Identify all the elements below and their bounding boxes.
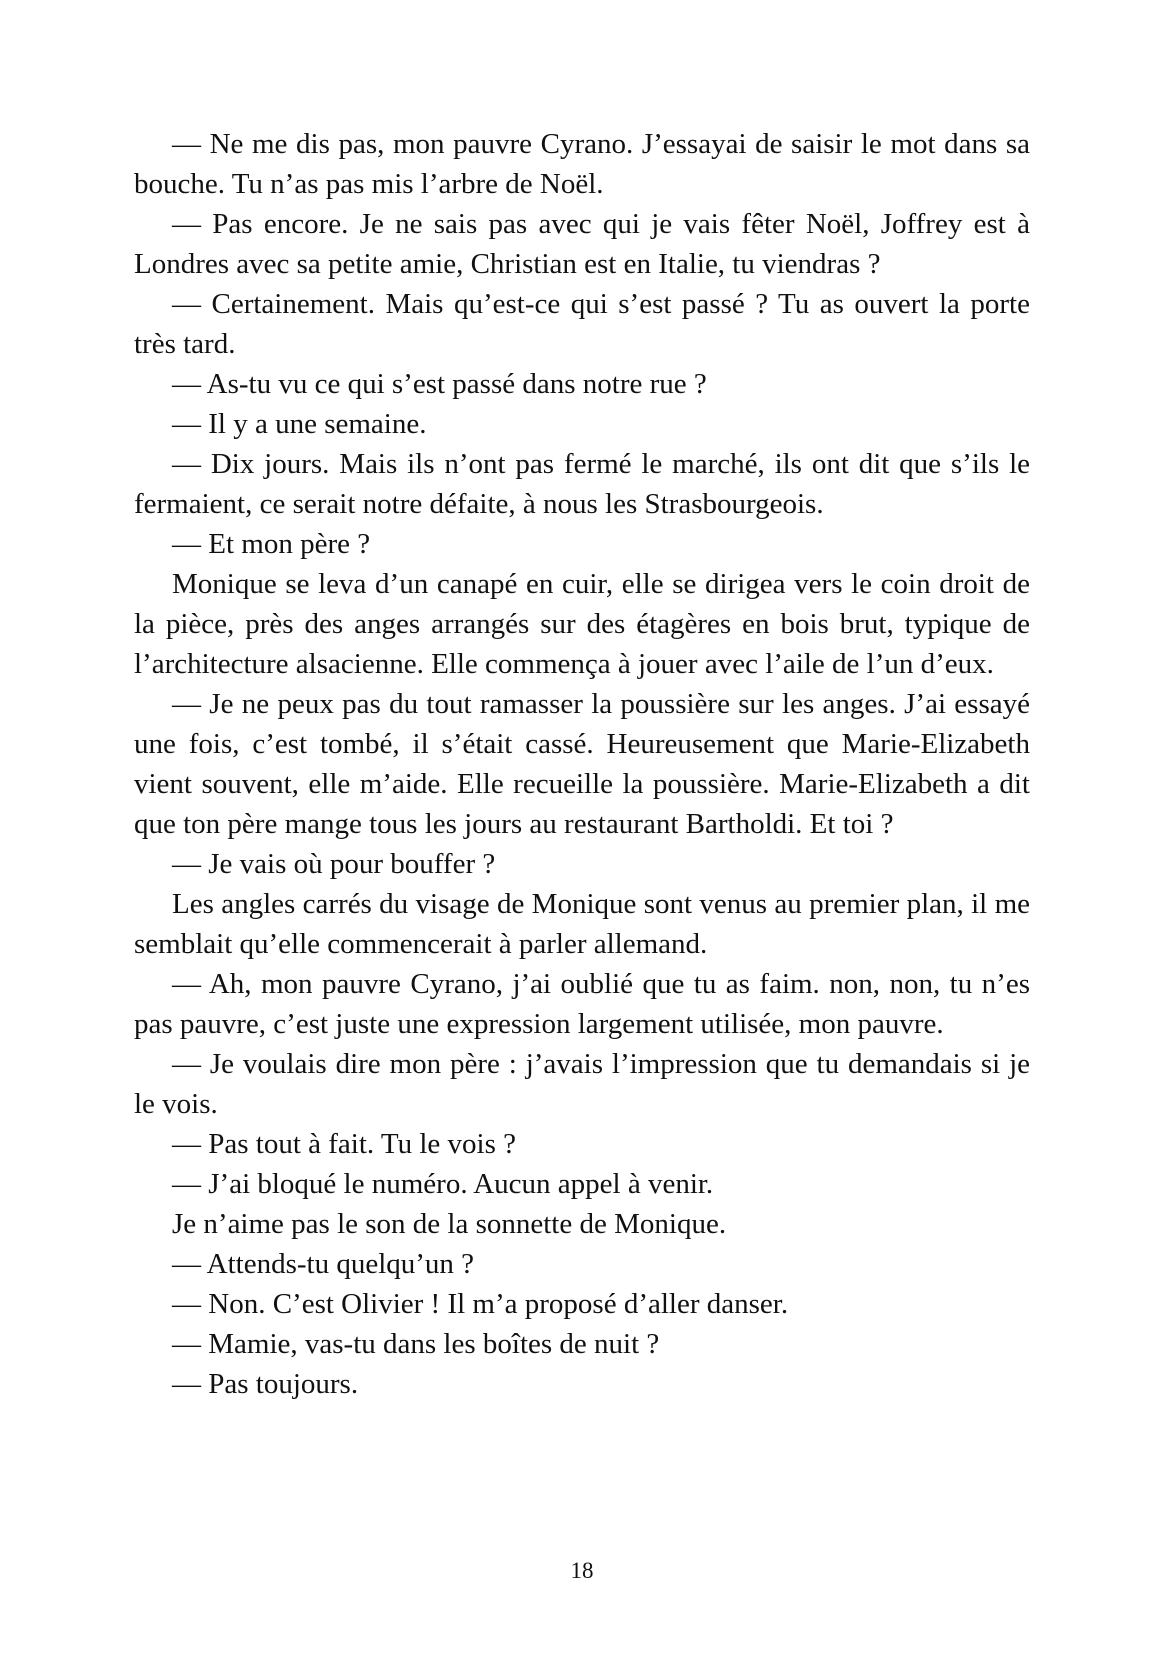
paragraph: — Je ne peux pas du tout ramasser la poussière sur les anges. J’ai essayé une fois, c’est tombé, il s’était cassé. Heureusement que Marie-Elizabeth vient souvent, elle m’aide. Elle recueille la poussière. Marie-Elizabeth a dit que ton père mange tous les jours au restaurant Bartholdi. Et toi ? [134, 688, 1030, 840]
paragraph: — Je voulais dire mon père : j’avais l’impression que tu demandais si je le vois. [134, 1048, 1030, 1120]
paragraph: — Pas tout à fait. Tu le vois ? [172, 1128, 516, 1160]
paragraph: — As-tu vu ce qui s’est passé dans notre rue ? [172, 368, 707, 400]
paragraph: — Il y a une semaine. [172, 408, 427, 440]
paragraph: — Pas encore. Je ne sais pas avec qui je vais fêter Noël, Joffrey est à Londres avec sa petite amie, Christian est en Italie, tu viendras ? [134, 208, 1030, 280]
paragraph: — Non. C’est Olivier ! Il m’a proposé d’aller danser. [172, 1288, 789, 1320]
paragraph: — Ah, mon pauvre Cyrano, j’ai oublié que tu as faim. non, non, tu n’es pas pauvre, c’est juste une expression largement utilisée, mon pauvre. [134, 968, 1030, 1040]
paragraph: — Et mon père ? [172, 528, 371, 560]
paragraph: Monique se leva d’un canapé en cuir, elle se dirigea vers le coin droit de la pièce, près des anges arrangés sur des étagères en bois brut, typique de l’architecture alsacienne. Elle commença à jouer avec l’aile de l’un d’eux. [134, 568, 1030, 680]
paragraph: — J’ai bloqué le numéro. Aucun appel à venir. [172, 1168, 714, 1200]
paragraph: — Pas toujours. [172, 1368, 359, 1400]
paragraph: — Mamie, vas-tu dans les boîtes de nuit ? [172, 1328, 660, 1360]
paragraph: Je n’aime pas le son de la sonnette de Monique. [172, 1208, 727, 1240]
paragraph: Les angles carrés du visage de Monique sont venus au premier plan, il me semblait qu’elle commencerait à parler allemand. [134, 888, 1030, 960]
paragraph: — Certainement. Mais qu’est-ce qui s’est passé ? Tu as ouvert la porte très tard. [134, 288, 1030, 360]
page-number: 18 [570, 1558, 594, 1583]
paragraph: — Attends-tu quelqu’un ? [172, 1248, 475, 1280]
paragraph: — Je vais où pour bouffer ? [172, 848, 496, 880]
paragraph: — Dix jours. Mais ils n’ont pas fermé le marché, ils ont dit que s’ils le fermaient, ce serait notre défaite, à nous les Strasbourgeois. [134, 448, 1030, 520]
paragraph: — Ne me dis pas, mon pauvre Cyrano. J’essayai de saisir le mot dans sa bouche. Tu n’as pas mis l’arbre de Noël. [134, 128, 1030, 200]
body-text [134, 124, 1030, 1404]
